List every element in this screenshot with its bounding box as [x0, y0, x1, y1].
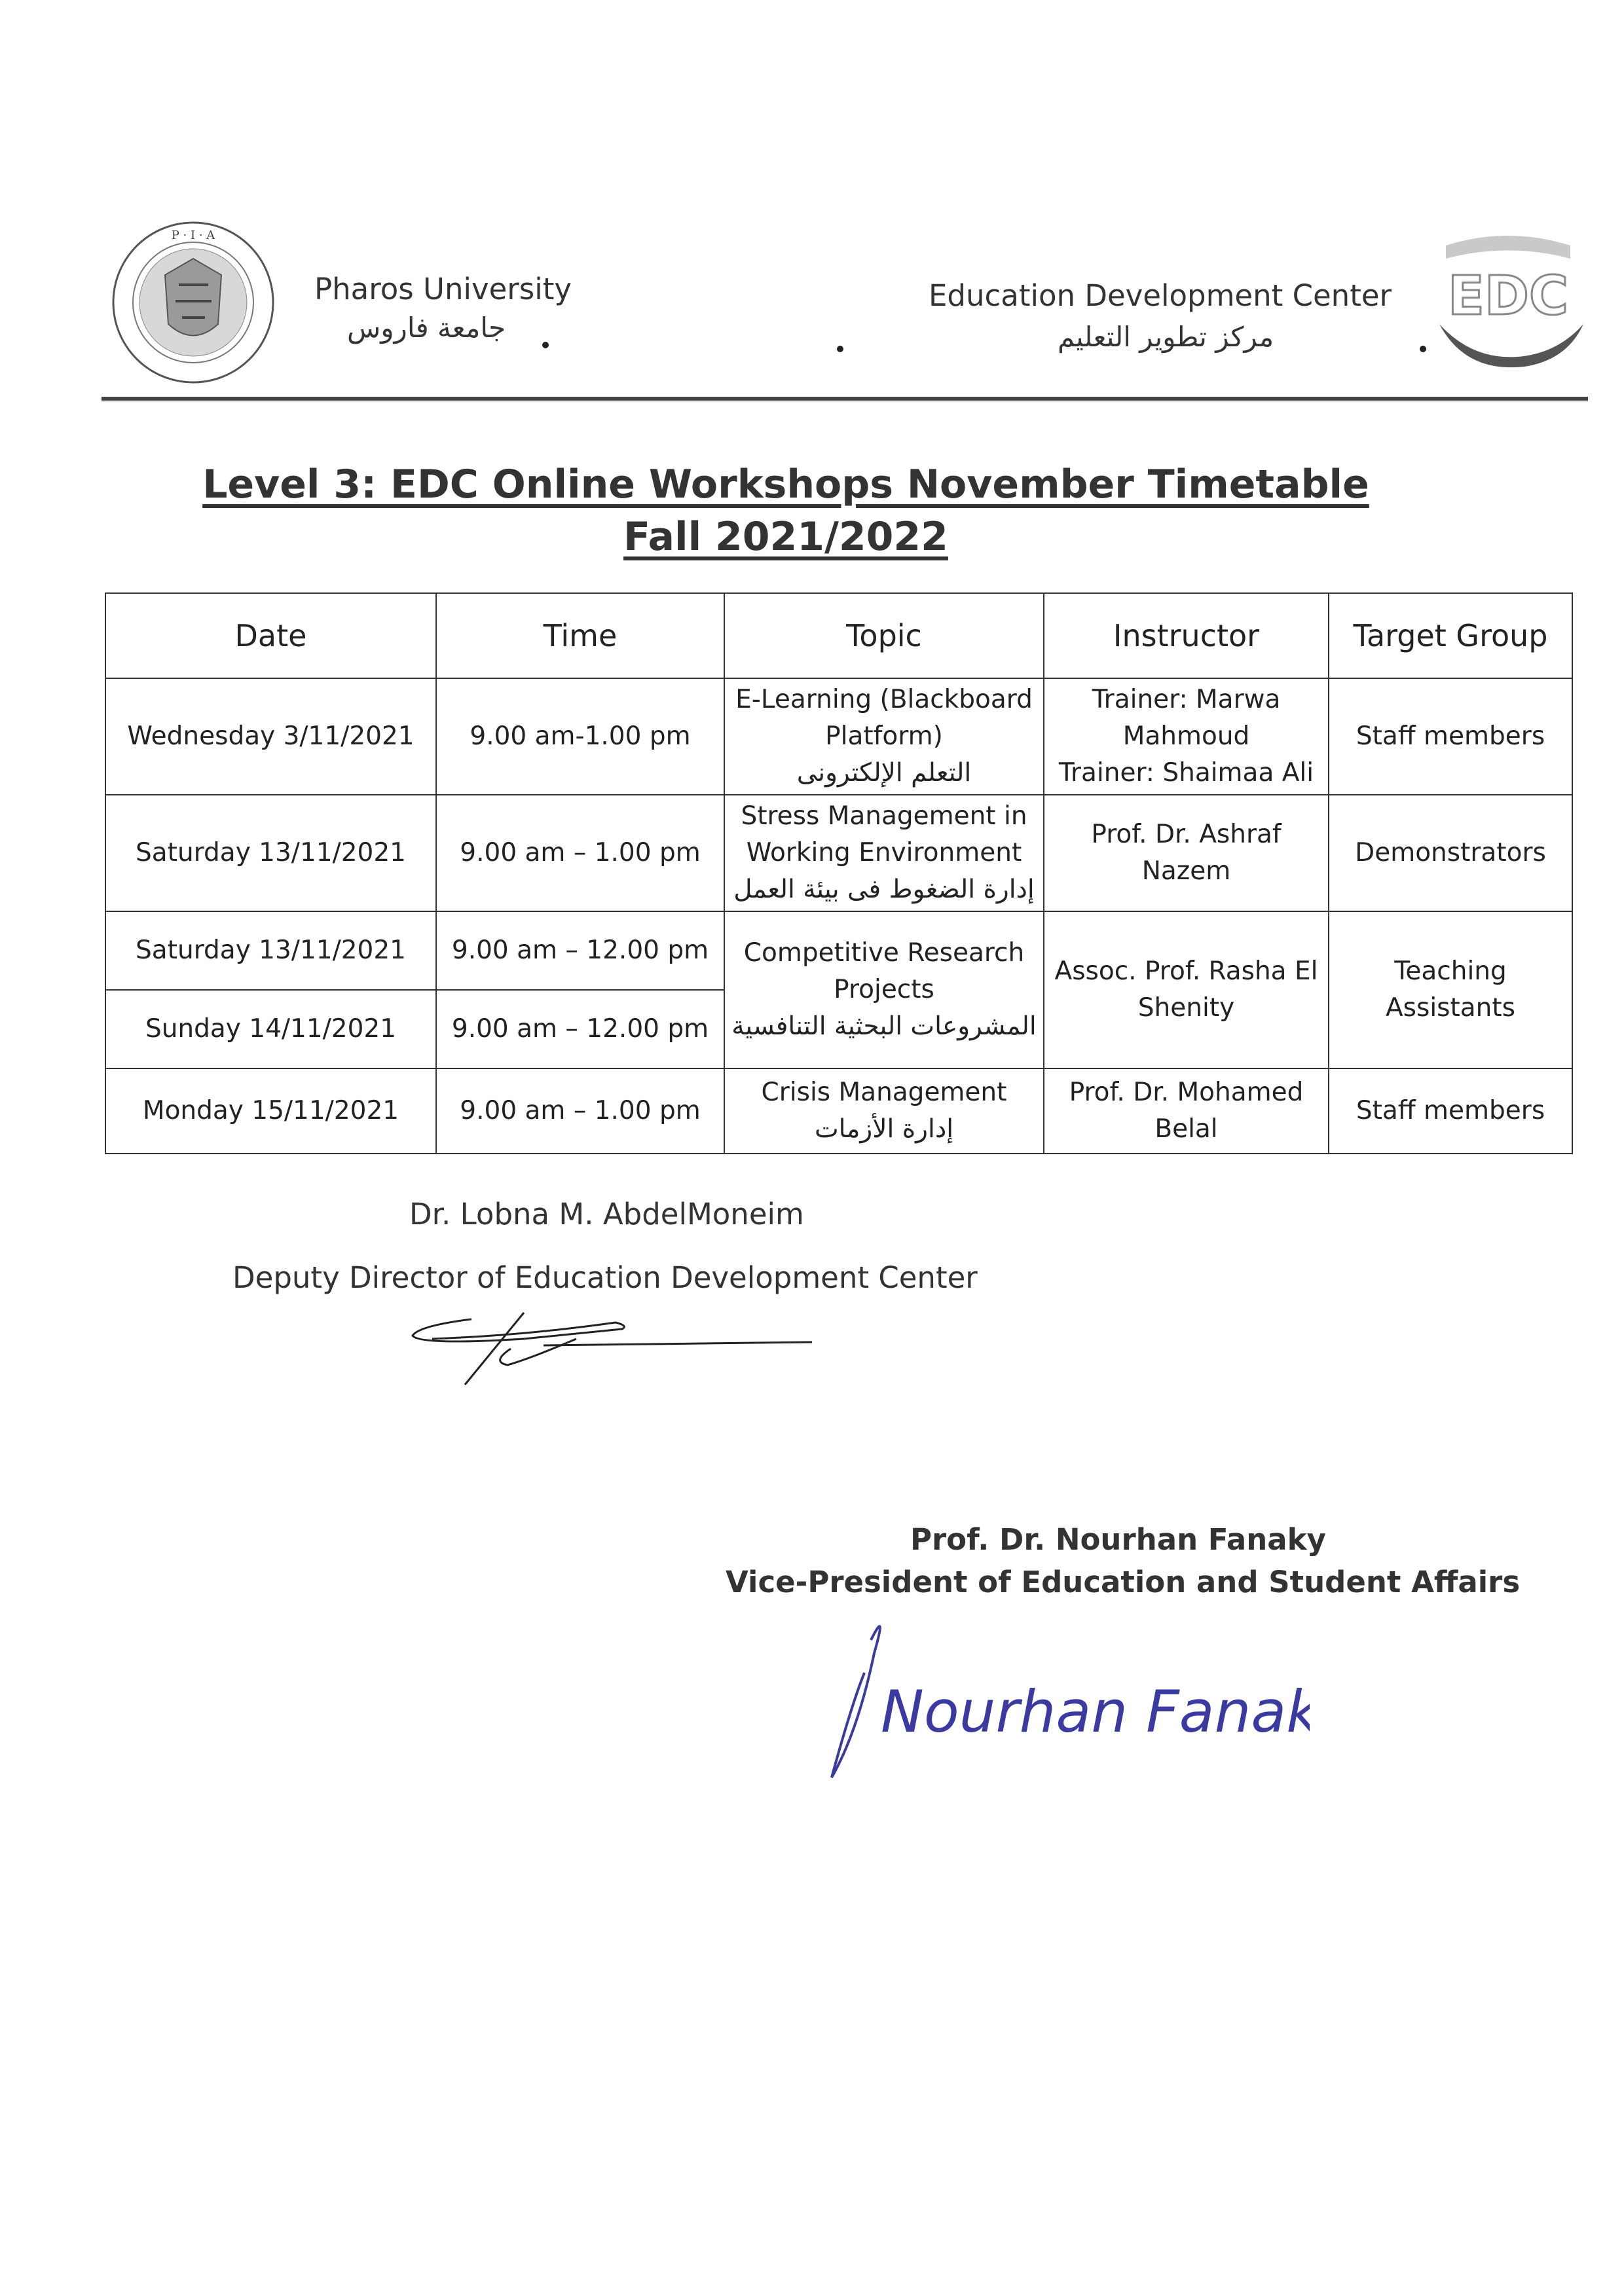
topic-arabic: إدارة الأزمات [814, 1114, 954, 1144]
instructor-cell [1044, 678, 1329, 795]
column-header-time: Time [436, 593, 724, 678]
target-group-cell: Teaching Assistants [1329, 911, 1572, 1068]
university-name: Pharos University [314, 272, 572, 306]
table-row [105, 911, 1572, 990]
topic-english: Stress Management in Working Environment [741, 801, 1027, 867]
instructor-name: Trainer: Marwa Mahmoud [1092, 685, 1281, 751]
table-row [105, 1068, 1572, 1154]
page-title: Level 3: EDC Online Workshops November Timetable [202, 462, 1369, 507]
signatory-title: Vice-President of Education and Student Affairs [726, 1565, 1521, 1599]
signatory-title: Deputy Director of Education Development Center [232, 1260, 978, 1295]
university-name-arabic: جامعة فاروس [347, 312, 506, 344]
instructor-cell: Prof. Dr. Ashraf Nazem [1044, 795, 1329, 911]
topic-cell [724, 1068, 1044, 1154]
topic-english: E-Learning (Blackboard Platform) [735, 685, 1033, 751]
pharos-university-seal-logo [110, 219, 277, 386]
column-header-date: Date [105, 593, 436, 678]
time-cell: 9.00 am – 12.00 pm [436, 990, 724, 1068]
signatory-name: Prof. Dr. Nourhan Fanaky [910, 1522, 1326, 1557]
instructor-name: Trainer: Shaimaa Ali [1058, 758, 1314, 788]
scan-speck [1420, 346, 1426, 352]
time-cell: 9.00 am – 1.00 pm [436, 1068, 724, 1154]
handwritten-signature [812, 1601, 1310, 1797]
center-name-arabic: مركز تطوير التعليم [1058, 321, 1274, 353]
signature-text: Nourhan Fanaky [881, 1678, 1310, 1745]
time-cell: 9.00 am-1.00 pm [436, 678, 724, 795]
date-cell: Sunday 14/11/2021 [105, 990, 436, 1068]
column-header-instructor: Instructor [1044, 593, 1329, 678]
header-divider [101, 397, 1588, 401]
time-cell: 9.00 am – 1.00 pm [436, 795, 724, 911]
svg-text:P · I · A: P · I · A [171, 228, 215, 242]
column-header-target-group: Target Group [1329, 593, 1572, 678]
svg-text:EDC: EDC [1447, 265, 1569, 327]
topic-arabic: إدارة الضغوط فى بيئة العمل [733, 875, 1035, 904]
topic-cell [724, 678, 1044, 795]
target-group-cell: Staff members [1329, 1068, 1572, 1154]
topic-english: Crisis Management [761, 1078, 1007, 1107]
date-cell: Wednesday 3/11/2021 [105, 678, 436, 795]
instructor-cell: Assoc. Prof. Rasha El Shenity [1044, 911, 1329, 1068]
target-group-cell: Staff members [1329, 678, 1572, 795]
date-cell: Saturday 13/11/2021 [105, 911, 436, 990]
topic-english: Competitive Research Projects [743, 938, 1025, 1004]
edc-logo [1426, 232, 1590, 373]
instructor-cell: Prof. Dr. Mohamed Belal [1044, 1068, 1329, 1154]
date-cell: Monday 15/11/2021 [105, 1068, 436, 1154]
center-name: Education Development Center [929, 278, 1392, 313]
workshop-timetable [105, 592, 1573, 1154]
scan-speck [837, 346, 843, 352]
page-subtitle: Fall 2021/2022 [623, 514, 948, 560]
column-header-topic: Topic [724, 593, 1044, 678]
time-cell: 9.00 am – 12.00 pm [436, 911, 724, 990]
target-group-cell: Demonstrators [1329, 795, 1572, 911]
date-cell: Saturday 13/11/2021 [105, 795, 436, 911]
table-row [105, 795, 1572, 911]
topic-arabic: التعلم الإلكترونى [796, 758, 972, 788]
scan-speck [542, 342, 549, 348]
signatory-name: Dr. Lobna M. AbdelMoneim [409, 1197, 804, 1231]
table-header-row [105, 593, 1572, 678]
signature-scribble [393, 1300, 819, 1398]
topic-arabic: المشروعات البحثية التنافسية [731, 1011, 1037, 1041]
topic-cell [724, 911, 1044, 1068]
topic-cell [724, 795, 1044, 911]
table-row [105, 678, 1572, 795]
